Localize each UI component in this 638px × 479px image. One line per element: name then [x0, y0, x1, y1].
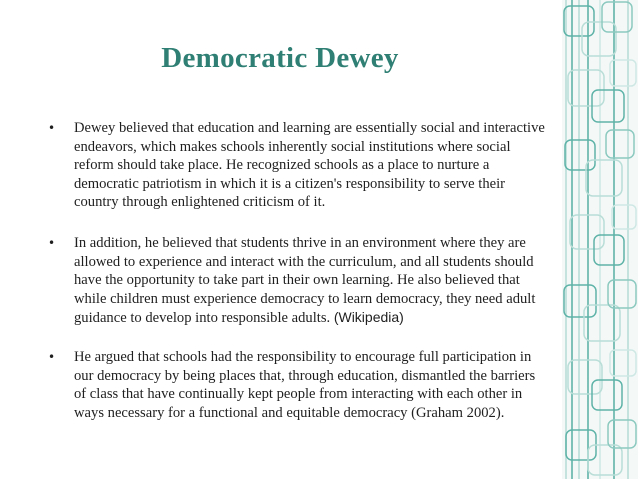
slide-title: Democratic Dewey	[161, 42, 399, 74]
deco-square-17	[592, 380, 622, 410]
deco-square-13	[564, 285, 596, 317]
decorative-square-pattern	[562, 0, 638, 479]
deco-square-15	[608, 280, 636, 308]
deco-square-2	[582, 22, 616, 56]
deco-square-9	[606, 130, 634, 158]
bullet-marker: •	[48, 349, 56, 364]
bullet-list	[28, 119, 548, 440]
deco-square-8	[586, 160, 622, 196]
bullet-item-1	[28, 119, 548, 212]
deco-square-19	[566, 430, 596, 460]
deco-square-4	[568, 70, 604, 106]
deco-square-11	[594, 235, 624, 265]
bullet-source: (Wikipedia)	[333, 309, 404, 326]
deco-square-10	[570, 215, 604, 249]
bullet-text: In addition, he believed that students thrive in an environment where they are allowed to experience and interact with the curriculum, and all students should have the opportunity to take part in their own learning. He also believed that while children must experience democracy to learn democracy, they need adult guidance to develop into responsible adults.	[74, 234, 536, 327]
deco-square-7	[565, 140, 595, 170]
bullet-marker: •	[48, 235, 56, 250]
bullet-item-3	[28, 348, 548, 422]
bullet-text: Dewey believed that education and learning are essentially social and interactive endeavors, which makes schools inherently social institutions where social reform should take place. He recognized schools as a place to nurture a democratic patriotism in which it is a citizen's responsibility to serve their country through enlightened criticism of it.	[74, 120, 545, 211]
bullet-item-2	[28, 234, 548, 328]
bullet-marker: •	[48, 121, 56, 135]
deco-square-21	[608, 420, 636, 448]
bullet-text: He argued that schools had the responsibility to encourage full participation in our democracy by being places that, through education, dismantled the barriers of class that have continually kept people from interacting with each other in ways necessary for a functional and equitable democracy (Graham 2002).	[74, 348, 536, 421]
deco-square-16	[568, 360, 602, 394]
deco-square-12	[612, 205, 636, 229]
